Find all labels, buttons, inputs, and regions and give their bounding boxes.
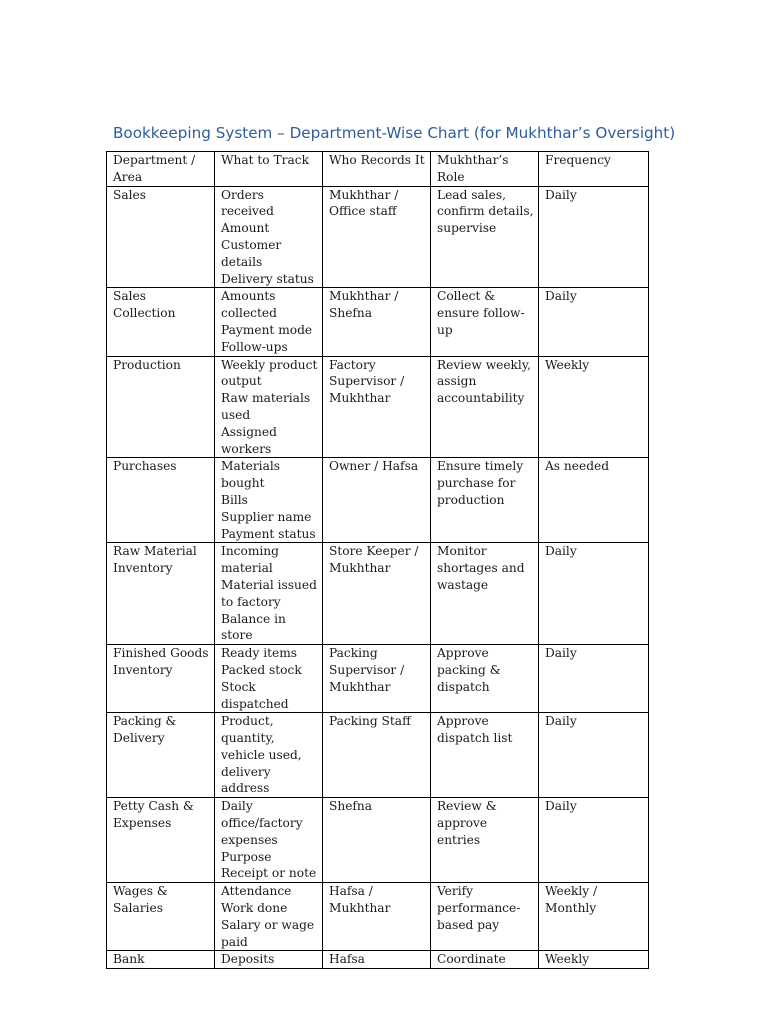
header-who-records-it [323,152,431,187]
table-row [107,883,649,951]
header-frequency-text: Frequency [545,153,611,167]
table-row [107,543,649,645]
cell-who-records-it-text: Hafsa [329,952,365,967]
cell-who-records-it [323,798,431,883]
cell-frequency-text: As needed [545,459,610,474]
cell-what-to-track [215,543,323,645]
cell-frequency-text: Daily [545,187,577,202]
cell-department [107,288,215,356]
cell-mukhthar-role [431,798,539,883]
cell-frequency [539,645,649,713]
cell-department-text: Wages & Salaries [113,884,168,916]
cell-mukhthar-role [431,458,539,543]
table-row [107,645,649,713]
cell-department [107,543,215,645]
cell-department-text: Petty Cash & Expenses [113,799,194,831]
cell-department [107,645,215,713]
cell-mukhthar-role [431,356,539,458]
cell-who-records-it [323,543,431,645]
cell-mukhthar-role-text: Approve dispatch list [437,714,513,746]
cell-who-records-it-text: Mukhthar / Shefna [329,289,399,321]
table-body [107,186,649,969]
cell-who-records-it-text: Factory Supervisor / Mukhthar [329,357,405,406]
cell-frequency-text: Weekly [545,952,590,967]
cell-who-records-it-text: Packing Staff [329,714,411,729]
cell-frequency-text: Daily [545,646,577,661]
table-row [107,798,649,883]
cell-mukhthar-role [431,713,539,798]
cell-what-to-track [215,458,323,543]
header-mukhthar-role [431,152,539,187]
table-row [107,356,649,458]
cell-frequency [539,288,649,356]
cell-department [107,186,215,288]
cell-department-text: Purchases [113,459,177,474]
cell-department [107,713,215,798]
cell-who-records-it [323,951,431,969]
cell-frequency-text: Daily [545,799,577,814]
cell-department [107,883,215,951]
cell-department-text: Sales Collection [113,289,176,321]
cell-frequency [539,798,649,883]
cell-mukhthar-role-text: Collect & ensure follow- up [437,289,525,337]
cell-what-to-track-text: Attendance Work done Salary or wage paid [221,884,315,949]
cell-what-to-track [215,883,323,951]
cell-who-records-it-text: Store Keeper / Mukhthar [329,544,419,576]
cell-department-text: Sales [113,187,146,202]
cell-department-text: Production [113,357,181,372]
cell-who-records-it [323,458,431,543]
table-row [107,458,649,543]
cell-frequency-text: Weekly [545,357,590,372]
cell-who-records-it [323,186,431,288]
cell-department [107,951,215,969]
cell-mukhthar-role-text: Lead sales, confirm details, supervise [437,187,534,236]
cell-frequency [539,951,649,969]
cell-frequency [539,356,649,458]
cell-frequency-text: Daily [545,544,577,559]
header-who-records-it-text: Who Records It [329,153,425,167]
header-department [107,152,215,187]
header-department-text: Department / Area [113,153,196,184]
cell-mukhthar-role-text: Review & approve entries [437,799,497,847]
cell-mukhthar-role-text: Review weekly, assign accountability [437,357,531,406]
cell-what-to-track-text: Deposits [221,952,275,967]
cell-what-to-track [215,356,323,458]
cell-who-records-it-text: Packing Supervisor / Mukhthar [329,646,405,694]
cell-mukhthar-role-text: Ensure timely purchase for production [437,459,524,507]
cell-department-text: Bank [113,952,145,967]
cell-who-records-it [323,645,431,713]
cell-what-to-track-text: Ready items Packed stock Stock dispatched [221,646,302,711]
cell-who-records-it [323,713,431,798]
header-frequency [539,152,649,187]
header-what-to-track [215,152,323,187]
cell-who-records-it [323,288,431,356]
cell-mukhthar-role-text: Verify performance- based pay [437,884,521,932]
table-header-row [107,152,649,187]
cell-mukhthar-role-text: Approve packing & dispatch [437,646,501,694]
cell-what-to-track [215,951,323,969]
cell-mukhthar-role [431,543,539,645]
header-what-to-track-text: What to Track [221,153,309,167]
cell-who-records-it [323,356,431,458]
header-mukhthar-role-text: Mukhthar’s Role [437,153,509,184]
cell-mukhthar-role [431,288,539,356]
cell-department-text: Raw Material Inventory [113,544,197,576]
cell-frequency [539,458,649,543]
cell-what-to-track-text: Incoming material Material issued to factory Balance in store [221,544,317,643]
cell-what-to-track-text: Orders received Amount Customer details Delivery status [221,187,314,286]
cell-mukhthar-role-text: Monitor shortages and wastage [437,544,525,592]
cell-what-to-track [215,186,323,288]
cell-what-to-track [215,645,323,713]
cell-who-records-it-text: Hafsa / Mukhthar [329,884,391,916]
document-title: Bookkeeping System – Department-Wise Chart (for Mukhthar’s Oversight) [113,124,676,142]
cell-who-records-it [323,883,431,951]
cell-mukhthar-role [431,645,539,713]
cell-what-to-track-text: Materials bought Bills Supplier name Payment status [221,459,316,541]
cell-department-text: Packing & Delivery [113,714,177,746]
cell-mukhthar-role-text: Coordinate [437,952,506,967]
cell-who-records-it-text: Shefna [329,799,373,814]
table-row [107,951,649,969]
cell-frequency-text: Daily [545,714,577,729]
cell-mukhthar-role [431,186,539,288]
cell-frequency [539,883,649,951]
table-row [107,713,649,798]
cell-frequency [539,713,649,798]
cell-frequency-text: Weekly / Monthly [545,884,598,916]
cell-mukhthar-role [431,883,539,951]
cell-frequency-text: Daily [545,289,577,304]
cell-what-to-track-text: Product, quantity, vehicle used, delivery address [221,714,302,796]
department-chart-table [106,151,649,969]
cell-what-to-track-text: Daily office/factory expenses Purpose Receipt or note [221,799,317,881]
cell-what-to-track [215,798,323,883]
cell-mukhthar-role [431,951,539,969]
cell-what-to-track-text: Amounts collected Payment mode Follow-ups [221,289,313,354]
table-row [107,186,649,288]
cell-department [107,458,215,543]
cell-who-records-it-text: Owner / Hafsa [329,459,419,474]
cell-department [107,356,215,458]
cell-what-to-track [215,713,323,798]
cell-frequency [539,543,649,645]
cell-frequency [539,186,649,288]
cell-what-to-track-text: Weekly product output Raw materials used Assigned workers [221,357,318,456]
cell-who-records-it-text: Mukhthar / Office staff [329,187,399,219]
cell-department-text: Finished Goods Inventory [113,646,209,677]
table-row [107,288,649,356]
cell-department [107,798,215,883]
cell-what-to-track [215,288,323,356]
